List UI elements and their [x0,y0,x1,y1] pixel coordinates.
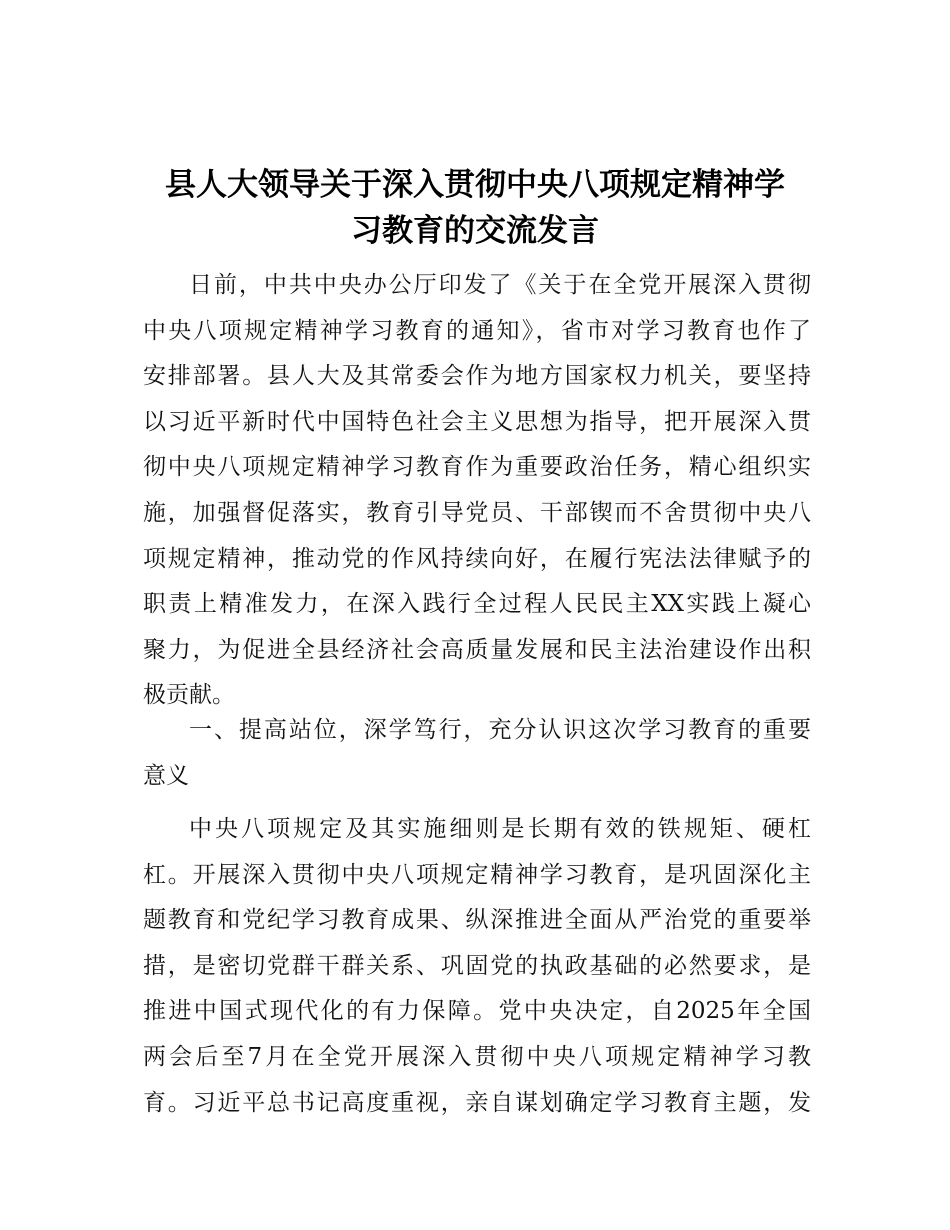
text-line: 职责上精准发力，在深入践行全过程人民民主XX实践上凝心 [143,591,811,618]
title-line: 县人大领导关于深入贯彻中央八项规定精神学 [165,167,785,203]
text-line: 安排部署。县人大及其常委会作为地方国家权力机关，要坚持 [143,363,811,390]
text-line: 育。习近平总书记高度重视，亲自谋划确定学习教育主题，发 [143,1089,811,1116]
text-line: 两会后至7月在全党开展深入贯彻中央八项规定精神学习教 [143,1043,811,1070]
text-line: 彻中央八项规定精神学习教育作为重要政治任务，精心组织实 [143,454,811,481]
paragraph-section-1 [143,807,811,1126]
text-line: 中央八项规定精神学习教育的通知》，省市对学习教育也作了 [143,317,811,344]
text-line: 施，加强督促落实，教育引导党员、干部锲而不舍贯彻中央八 [143,499,811,526]
paragraph-intro [143,263,811,719]
text-line: 项规定精神，推动党的作风持续向好，在履行宪法法律赋予的 [143,545,811,572]
text-line: 意义 [143,762,189,789]
text-line: 措，是密切党群干群关系、巩固党的执政基础的必然要求，是 [143,952,811,979]
text-line: 一、提高站位，深学笃行，充分认识这次学习教育的重要 [189,717,811,743]
text-line: 聚力，为促进全县经济社会高质量发展和民主法治建设作出积 [143,636,811,663]
text-line: 杠。开展深入贯彻中央八项规定精神学习教育，是巩固深化主 [143,861,811,888]
title-line: 习教育的交流发言 [351,213,599,249]
text-line: 中央八项规定及其实施细则是长期有效的铁规矩、硬杠 [189,816,811,842]
text-line: 日前，中共中央办公厅印发了《关于在全党开展深入贯彻 [189,272,811,298]
text-line: 以习近平新时代中国特色社会主义思想为指导，把开展深入贯 [143,408,811,435]
section-heading-1 [143,708,811,799]
document-title [140,162,810,254]
text-line: 题教育和党纪学习教育成果、纵深推进全面从严治党的重要举 [143,907,811,934]
text-line: 推进中国式现代化的有力保障。党中央决定，自2025年全国 [143,998,811,1025]
text-line: 极贡献。 [143,682,235,709]
